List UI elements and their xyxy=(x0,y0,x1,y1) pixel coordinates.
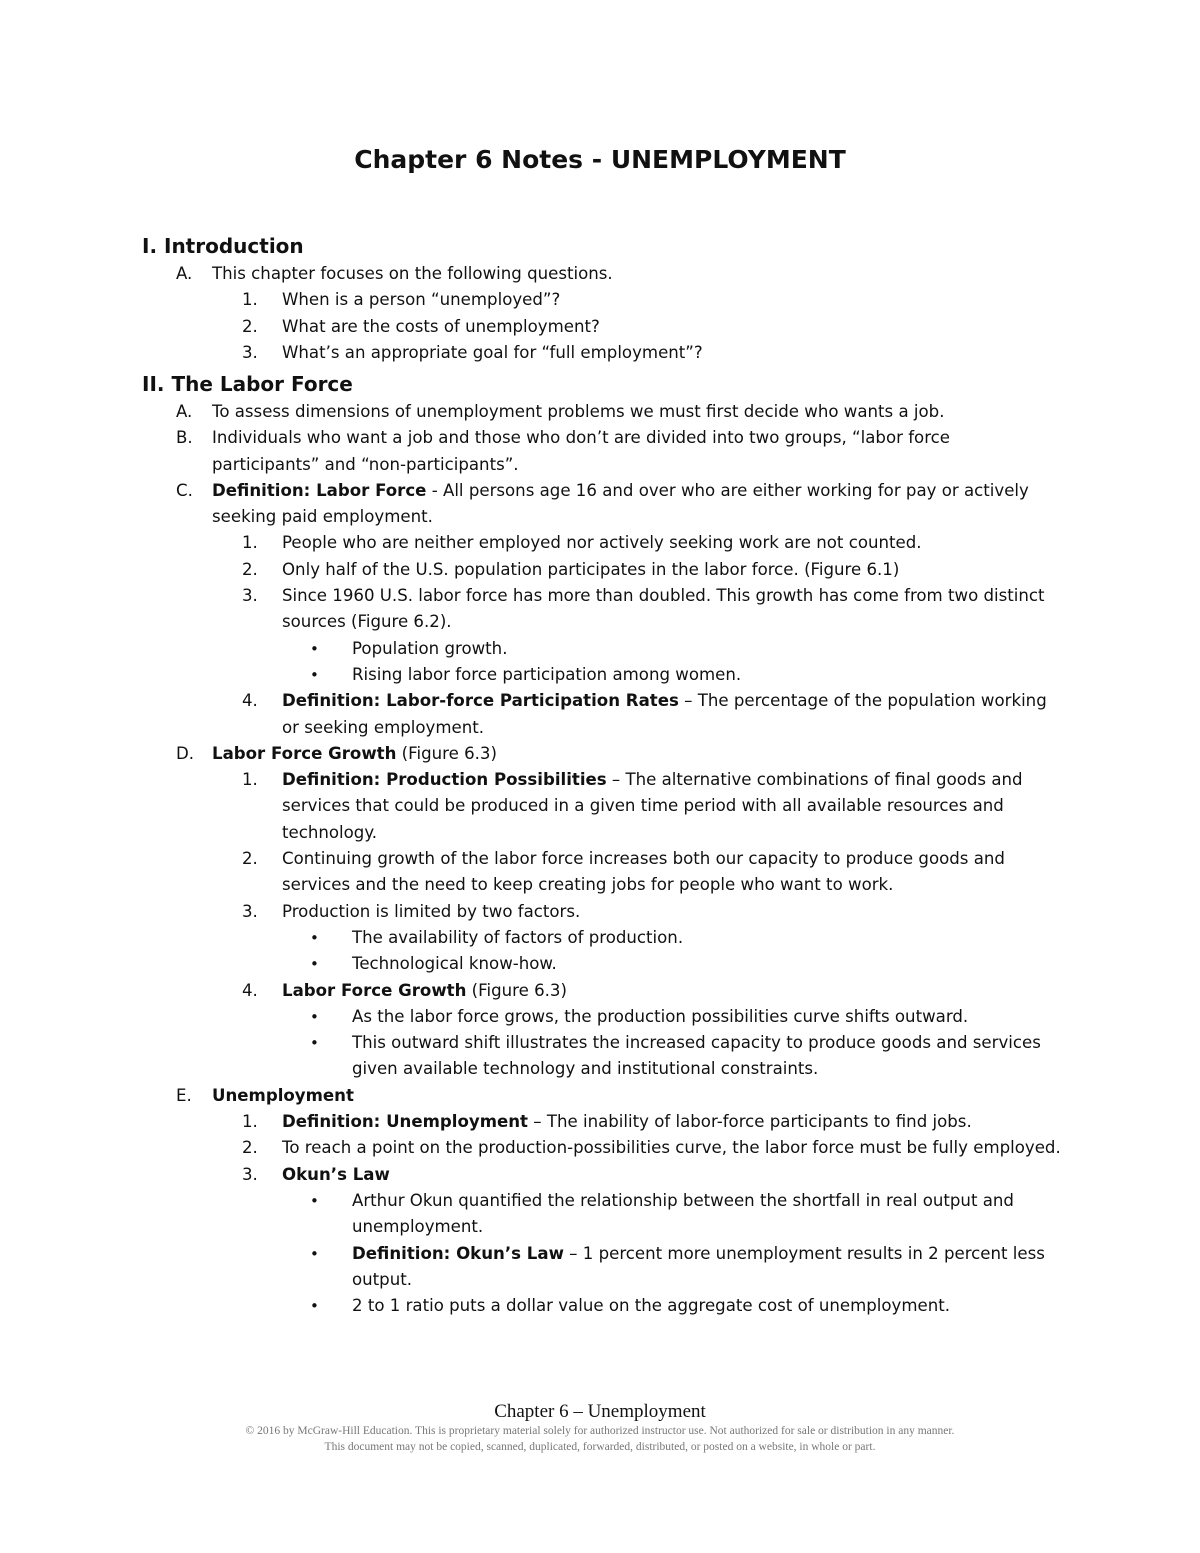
item-text: (Figure 6.3) xyxy=(396,743,497,763)
outline-item xyxy=(142,741,1062,767)
outline-item xyxy=(142,478,1062,531)
item-text: As the labor force grows, the production possibilities curve shifts outward. xyxy=(352,1006,969,1026)
bullet-marker: • xyxy=(310,1297,319,1316)
definition-term: Okun’s Law xyxy=(282,1164,390,1184)
bullet-item xyxy=(142,1188,1062,1241)
item-text: Production is limited by two factors. xyxy=(282,901,581,921)
item-marker: C. xyxy=(176,480,193,500)
item-marker: 2. xyxy=(242,849,258,869)
outline-item xyxy=(142,557,1062,583)
item-marker: B. xyxy=(176,428,193,448)
item-text: Rising labor force participation among women. xyxy=(352,664,742,684)
definition-term: Labor Force Growth xyxy=(282,980,467,1000)
item-text: To reach a point on the production-possibilities curve, the labor force must be fully employed. xyxy=(282,1138,1061,1158)
bullet-item xyxy=(142,1004,1062,1030)
item-text: The availability of factors of production. xyxy=(352,927,684,947)
outline-item xyxy=(142,688,1062,741)
item-marker: 3. xyxy=(242,342,258,362)
item-text: – The percentage of the population working or seeking employment. xyxy=(282,691,1047,737)
bullet-marker: • xyxy=(310,1034,319,1053)
bullet-item xyxy=(142,662,1062,688)
section-introduction xyxy=(142,231,1062,369)
outline-item xyxy=(142,530,1062,556)
notes-body xyxy=(142,231,1062,1319)
outline-item xyxy=(142,846,1062,899)
outline-item xyxy=(142,1083,1062,1109)
item-text: People who are neither employed nor actively seeking work are not counted. xyxy=(282,533,922,553)
item-text: (Figure 6.3) xyxy=(466,980,567,1000)
outline-item xyxy=(142,899,1062,925)
item-marker: D. xyxy=(176,743,195,763)
definition-term: Definition: Production Possibilities xyxy=(282,770,607,790)
item-marker: E. xyxy=(176,1085,192,1105)
outline-item xyxy=(142,583,1062,636)
item-text: What are the costs of unemployment? xyxy=(282,316,600,336)
bullet-marker: • xyxy=(310,665,319,684)
section-heading: II. The Labor Force xyxy=(142,372,353,396)
bullet-marker: • xyxy=(310,639,319,658)
bullet-item xyxy=(142,1241,1062,1294)
item-text: To assess dimensions of unemployment problems we must first decide who wants a job. xyxy=(212,402,945,421)
bullet-marker: • xyxy=(310,928,319,947)
item-text: When is a person “unemployed”? xyxy=(282,290,561,310)
item-text: What’s an appropriate goal for “full employment”? xyxy=(282,342,703,362)
item-marker: 2. xyxy=(242,316,258,336)
item-text: This chapter focuses on the following questions. xyxy=(212,264,613,283)
item-text: – 1 percent more unemployment results in 2 percent less output. xyxy=(352,1243,1045,1289)
definition-term: Definition: Unemployment xyxy=(282,1112,528,1132)
outline-item xyxy=(142,261,1062,287)
item-marker: 1. xyxy=(242,533,258,553)
bullet-marker: • xyxy=(310,1244,319,1263)
item-marker: 3. xyxy=(242,901,258,921)
bullet-item xyxy=(142,951,1062,977)
subsection-title: Labor Force Growth xyxy=(212,743,397,763)
item-text: Population growth. xyxy=(352,638,508,658)
item-text: – The inability of labor-force participants to find jobs. xyxy=(527,1112,972,1132)
definition-term: Definition: Okun’s Law xyxy=(352,1243,564,1263)
item-text: Arthur Okun quantified the relationship between the shortfall in real output and unemployment. xyxy=(352,1190,1014,1237)
outline-item xyxy=(142,314,1062,340)
outline-item xyxy=(142,1162,1062,1188)
item-text: Continuing growth of the labor force increases both our capacity to produce goods and services and the need to keep creating jobs for people who want to work. xyxy=(282,849,1005,895)
outline-item xyxy=(142,767,1062,846)
item-marker: 1. xyxy=(242,290,258,310)
bullet-marker: • xyxy=(310,955,319,974)
outline-item xyxy=(142,340,1062,366)
section-heading: I. Introduction xyxy=(142,234,304,258)
outline-item xyxy=(142,425,1062,478)
item-marker: 1. xyxy=(242,1112,258,1132)
outline-item xyxy=(142,978,1062,1004)
bullet-item xyxy=(142,1293,1062,1319)
bullet-marker: • xyxy=(310,1191,319,1210)
item-text: Technological know-how. xyxy=(352,954,557,974)
page-title: Chapter 6 Notes - UNEMPLOYMENT xyxy=(354,145,846,174)
copyright-notice: This document may not be copied, scanned, duplicated, forwarded, distributed, or posted on a website, in whole or part. xyxy=(324,1441,876,1453)
item-marker: 4. xyxy=(242,980,258,1000)
outline-item xyxy=(142,1109,1062,1135)
item-marker: 1. xyxy=(242,770,258,790)
bullet-marker: • xyxy=(310,1007,319,1026)
copyright-notice: © 2016 by McGraw-Hill Education. This is proprietary material solely for authorized instructor use. Not authorized for sale or distribution in any manner. xyxy=(245,1425,955,1437)
item-marker: 3. xyxy=(242,586,258,606)
item-text: This outward shift illustrates the increased capacity to produce goods and services given available technology and institutional constraints. xyxy=(352,1033,1041,1079)
definition-term: Definition: Labor-force Participation Rates xyxy=(282,691,679,711)
item-marker: A. xyxy=(176,402,193,421)
item-marker: 2. xyxy=(242,1138,258,1158)
item-text: – The alternative combinations of final goods and services that could be produced in a given time period with all available resources and technology. xyxy=(282,770,1023,842)
item-marker: 2. xyxy=(242,559,258,579)
bullet-item xyxy=(142,925,1062,951)
item-marker: 4. xyxy=(242,691,258,711)
item-marker: A. xyxy=(176,264,193,283)
outline-item xyxy=(142,1135,1062,1161)
outline-item xyxy=(142,287,1062,313)
outline-item xyxy=(142,399,1062,425)
item-marker: 3. xyxy=(242,1164,258,1184)
item-text: 2 to 1 ratio puts a dollar value on the aggregate cost of unemployment. xyxy=(352,1296,951,1316)
bullet-item xyxy=(142,636,1062,662)
item-text: - All persons age 16 and over who are either working for pay or actively seeking paid employment. xyxy=(212,480,1029,527)
item-text: Individuals who want a job and those who don’t are divided into two groups, “labor force participants” and “non-participants”. xyxy=(212,428,951,474)
item-text: Only half of the U.S. population participates in the labor force. (Figure 6.1) xyxy=(282,559,900,579)
item-text: Since 1960 U.S. labor force has more than doubled. This growth has come from two distinct sources (Figure 6.2). xyxy=(282,586,1045,632)
footer-title: Chapter 6 – Unemployment xyxy=(494,1401,706,1422)
subsection-title: Unemployment xyxy=(212,1085,354,1105)
bullet-item xyxy=(142,1030,1062,1083)
definition-term: Definition: Labor Force xyxy=(212,480,427,500)
section-labor-force xyxy=(142,369,1062,1319)
